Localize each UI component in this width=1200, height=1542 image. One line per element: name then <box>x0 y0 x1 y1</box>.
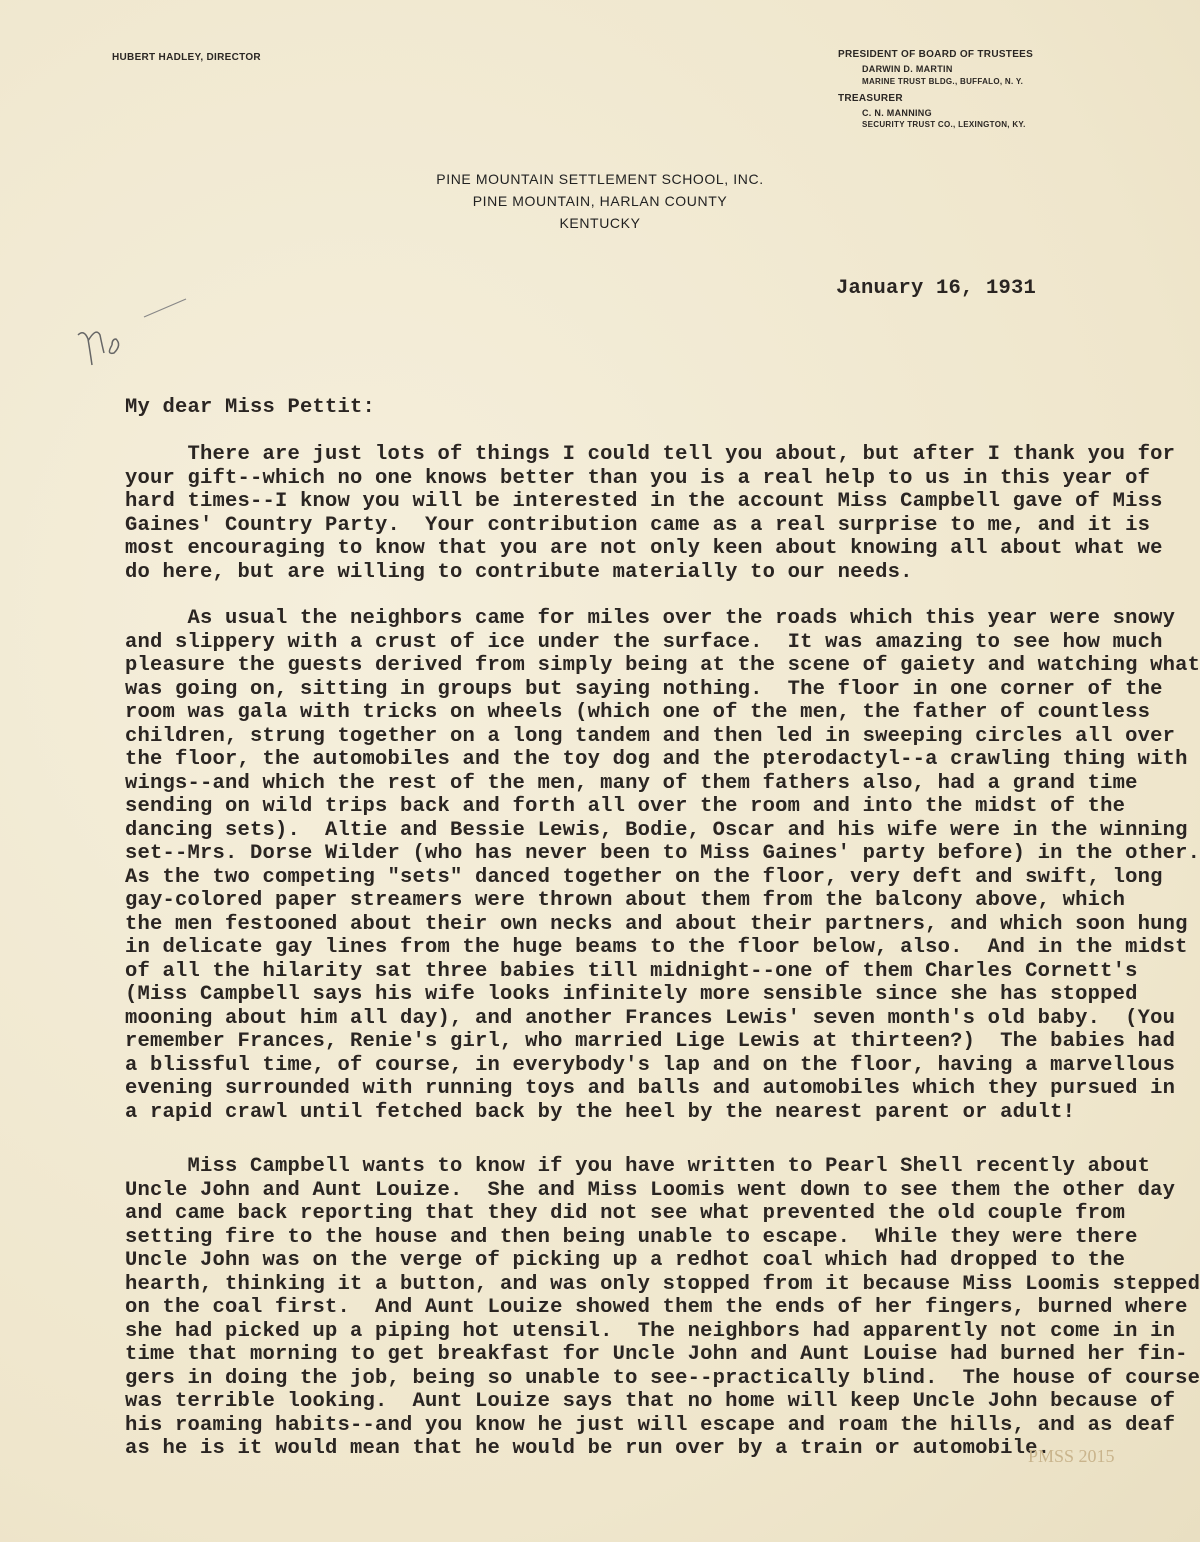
text-line: a rapid crawl until fetched back by the heel by the nearest parent or adult! <box>125 1100 1076 1124</box>
text-line: As usual the neighbors came for miles over the roads which this year were snowy <box>125 607 1176 630</box>
letterhead-president-name: DARWIN D. MARTIN <box>862 64 953 74</box>
paragraph-2 <box>125 607 1200 1124</box>
text-line: Gaines' Country Party. Your contribution came as a real surprise to me, and it is <box>125 513 1151 537</box>
text-line: room was gala with tricks on wheels (which one of the men, the father of countless <box>125 701 1151 724</box>
text-line: set--Mrs. Dorse Wilder (who has never been to Miss Gaines' party before) in the other. <box>125 842 1200 865</box>
letter-date: January 16, 1931 <box>836 277 1037 300</box>
watermark: PMSS 2015 <box>1028 1446 1115 1466</box>
text-line: wings--and which the rest of the men, many of them fathers also, had a grand time <box>125 771 1138 795</box>
handwritten-note <box>70 295 190 375</box>
text-line: mooning about him all day), and another Frances Lewis' seven month's old baby. (You <box>125 1006 1176 1030</box>
text-line: and came back reporting that they did not see what prevented the old couple from <box>125 1202 1126 1225</box>
text-line: remember Frances, Renie's girl, who married Lige Lewis at thirteen?) The babies had <box>125 1030 1176 1053</box>
salutation: My dear Miss Pettit: <box>125 396 376 419</box>
text-line: a blissful time, of course, in everybody's lap and on the floor, having a marvellous <box>125 1053 1176 1077</box>
paragraph-3 <box>125 1155 1200 1461</box>
letterhead-president-address: MARINE TRUST BLDG., BUFFALO, N. Y. <box>862 77 1024 86</box>
text-line: Uncle John was on the verge of picking up a redhot coal which had dropped to the <box>125 1249 1126 1272</box>
text-line: sending on wild trips back and forth all over the room and into the midst of the <box>125 795 1126 818</box>
text-line: dancing sets). Altie and Bessie Lewis, Bodie, Oscar and his wife were in the winning <box>125 818 1188 842</box>
letterhead-treasurer-name: C. N. MANNING <box>862 108 932 118</box>
text-line: in delicate gay lines from the huge beams to the floor below, also. And in the midst <box>125 936 1188 959</box>
text-line: was going on, sitting in groups but saying nothing. The floor in one corner of the <box>125 677 1163 701</box>
paragraph-1 <box>125 443 1175 584</box>
text-line: setting fire to the house and then being unable to escape. While they were there <box>125 1225 1138 1249</box>
text-line: his roaming habits--and you know he just will escape and roam the hills, and as deaf <box>125 1413 1176 1437</box>
letterhead-president-title: PRESIDENT OF BOARD OF TRUSTEES <box>838 49 1034 60</box>
letterhead-director: HUBERT HADLEY, DIRECTOR <box>112 52 261 63</box>
letterhead-treasurer-title: TREASURER <box>838 93 903 104</box>
text-line: As the two competing "sets" danced together on the floor, very deft and swift, long <box>125 865 1163 889</box>
text-line: hard times--I know you will be interested in the account Miss Campbell gave of Miss <box>125 490 1163 513</box>
text-line: evening surrounded with running toys and balls and automobiles which they pursued in <box>125 1077 1176 1100</box>
org-line: KENTUCKY <box>559 215 641 231</box>
text-line: do here, but are willing to contribute materially to our needs. <box>125 560 913 584</box>
org-line: PINE MOUNTAIN, HARLAN COUNTY <box>472 193 728 209</box>
text-line: children, strung together on a long tandem and then led in sweeping circles all over <box>125 724 1176 748</box>
text-line: hearth, thinking it a button, and was only stopped from it because Miss Loomis stepped <box>125 1272 1200 1296</box>
text-line: she had picked up a piping hot utensil. The neighbors had apparently not come in in <box>125 1319 1176 1343</box>
org-line: PINE MOUNTAIN SETTLEMENT SCHOOL, INC. <box>436 171 764 187</box>
text-line: pleasure the guests derived from simply being at the scene of gaiety and watching what <box>125 654 1200 677</box>
text-line: and slippery with a crust of ice under the surface. It was amazing to see how much <box>125 630 1163 654</box>
text-line: as he is it would mean that he would be run over by a train or automobile. <box>125 1437 1051 1460</box>
text-line: most encouraging to know that you are not only keen about knowing all about what we <box>125 537 1163 560</box>
text-line: on the coal first. And Aunt Louize showed them the ends of her fingers, burned where <box>125 1296 1188 1319</box>
text-line: There are just lots of things I could tell you about, but after I thank you for <box>125 443 1176 466</box>
text-line: was terrible looking. Aunt Louize says that no home will keep Uncle John because of <box>125 1390 1176 1413</box>
text-line: gay-colored paper streamers were thrown about them from the balcony above, which <box>125 889 1126 912</box>
letterhead-treasurer-address: SECURITY TRUST CO., LEXINGTON, KY. <box>862 120 1026 129</box>
text-line: time that morning to get breakfast for Uncle John and Aunt Louise had burned her fin- <box>125 1343 1188 1366</box>
text-line: Uncle John and Aunt Louize. She and Miss Loomis went down to see them the other day <box>125 1178 1176 1202</box>
text-line: gers in doing the job, being so unable to see--practically blind. The house of course <box>125 1366 1200 1390</box>
text-line: the floor, the automobiles and the toy dog and the pterodactyl--a crawling thing with <box>125 748 1188 771</box>
text-line: of all the hilarity sat three babies till midnight--one of them Charles Cornett's <box>125 959 1138 983</box>
text-line: Miss Campbell wants to know if you have written to Pearl Shell recently about <box>125 1155 1151 1178</box>
organization-heading <box>0 168 1200 234</box>
text-line: the men festooned about their own necks and about their partners, and which soon hung <box>125 912 1188 936</box>
text-line: (Miss Campbell says his wife looks infinitely more sensible since she has stopped <box>125 983 1138 1006</box>
text-line: your gift--which no one knows better than you is a real help to us in this year of <box>125 466 1151 490</box>
